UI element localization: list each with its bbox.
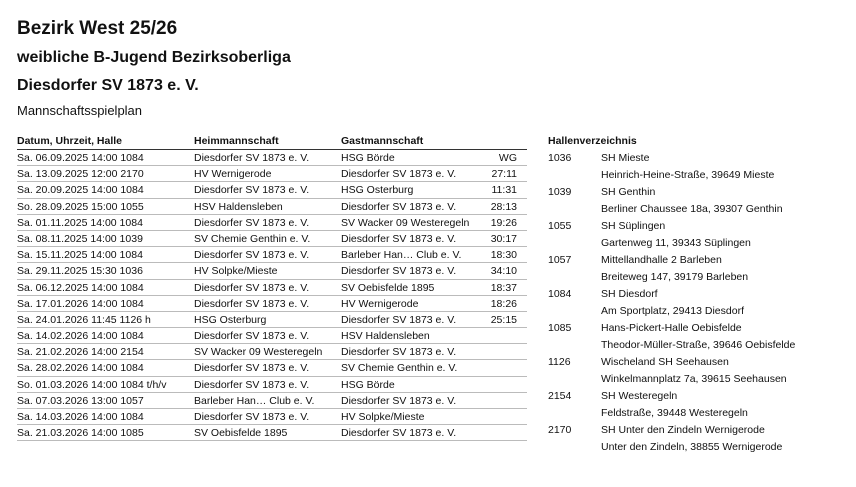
cell-date: Sa. 17.01.2026 14:00 1084: [17, 297, 144, 310]
schedule-rows: [17, 150, 527, 441]
cell-date: Sa. 28.02.2026 14:00 1084: [17, 362, 144, 375]
table-row: [17, 360, 527, 376]
cell-date: Sa. 14.02.2026 14:00 1084: [17, 330, 144, 343]
cell-date: Sa. 01.11.2025 14:00 1084: [17, 216, 143, 229]
hall-number: 2154: [548, 390, 572, 402]
column-header-guest: Gastmannschaft: [341, 135, 424, 147]
cell-home-team: Diesdorfer SV 1873 e. V.: [194, 378, 310, 391]
cell-home-team: SV Wacker 09 Westeregeln: [194, 346, 323, 359]
cell-result: 18:26: [490, 297, 517, 310]
table-row: [17, 199, 527, 215]
cell-guest-team: Diesdorfer SV 1873 e. V.: [341, 346, 457, 359]
hall-item: [548, 285, 818, 319]
schedule-header-row: [17, 133, 527, 150]
cell-home-team: Diesdorfer SV 1873 e. V.: [194, 249, 310, 262]
cell-guest-team: Barleber Han… Club e. V.: [341, 249, 462, 262]
team-title: Diesdorfer SV 1873 e. V.: [17, 77, 199, 94]
hall-number: 1084: [548, 288, 572, 300]
cell-guest-team: Diesdorfer SV 1873 e. V.: [341, 313, 457, 326]
hall-directory: [548, 133, 818, 455]
league-title: weibliche B-Jugend Bezirksoberliga: [17, 49, 291, 66]
cell-home-team: Diesdorfer SV 1873 e. V.: [194, 297, 310, 310]
hall-item: [548, 387, 818, 421]
cell-date: So. 01.03.2026 14:00 1084 t/h/v: [17, 378, 167, 391]
cell-home-team: HV Solpke/Mieste: [194, 265, 278, 278]
cell-home-team: SV Oebisfelde 1895: [194, 427, 288, 440]
hall-item: [548, 217, 818, 251]
hall-address: Heinrich-Heine-Straße, 39649 Mieste: [601, 169, 775, 181]
cell-result: 27:11: [491, 168, 517, 181]
cell-date: Sa. 06.09.2025 14:00 1084: [17, 152, 144, 164]
cell-date: Sa. 14.03.2026 14:00 1084: [17, 411, 144, 423]
hall-number: 1039: [548, 186, 572, 198]
cell-home-team: HSV Haldensleben: [194, 200, 283, 213]
hall-address: Feldstraße, 39448 Westeregeln: [601, 407, 748, 419]
hall-name: SH Westeregeln: [601, 390, 678, 402]
cell-guest-team: HSG Börde: [341, 152, 395, 164]
cell-date: Sa. 07.03.2026 13:00 1057: [17, 394, 144, 407]
cell-guest-team: SV Oebisfelde 1895: [341, 281, 435, 294]
hall-number: 1057: [548, 254, 572, 266]
hall-name: SH Süplingen: [601, 220, 666, 232]
hall-address: Berliner Chaussee 18a, 39307 Genthin: [601, 203, 783, 215]
document-type: Mannschaftsspielplan: [17, 103, 143, 118]
page-title: Bezirk West 25/26: [17, 18, 178, 39]
hall-item: [548, 319, 818, 353]
cell-date: Sa. 15.11.2025 14:00 1084: [17, 249, 143, 262]
hall-item: [548, 183, 818, 217]
table-row: [17, 215, 527, 231]
cell-date: Sa. 13.09.2025 12:00 2170: [17, 168, 144, 181]
cell-date: So. 28.09.2025 15:00 1055: [17, 200, 144, 213]
cell-home-team: Diesdorfer SV 1873 e. V.: [194, 411, 310, 423]
hall-name: SH Unter den Zindeln Wernigerode: [601, 424, 765, 436]
cell-result: 28:13: [490, 200, 517, 213]
hall-address: Theodor-Müller-Straße, 39646 Oebisfelde: [601, 339, 796, 351]
hall-address: Gartenweg 11, 39343 Süplingen: [601, 237, 751, 249]
schedule-table: [17, 133, 527, 441]
cell-home-team: Diesdorfer SV 1873 e. V.: [194, 281, 310, 294]
hall-list: [548, 149, 818, 455]
table-row: [17, 409, 527, 425]
cell-result: 34:10: [490, 265, 517, 278]
hall-address: Unter den Zindeln, 38855 Wernigerode: [601, 441, 783, 453]
hall-item: [548, 251, 818, 285]
cell-result: 19:26: [490, 216, 517, 229]
cell-guest-team: Diesdorfer SV 1873 e. V.: [341, 394, 457, 407]
hall-name: Hans-Pickert-Halle Oebisfelde: [601, 322, 742, 334]
hall-item: [548, 149, 818, 183]
table-row: [17, 312, 527, 328]
cell-result: 25:15: [490, 313, 517, 326]
cell-result: WG: [498, 152, 517, 164]
hall-address: Breiteweg 147, 39179 Barleben: [601, 271, 749, 283]
cell-guest-team: HSG Börde: [341, 378, 395, 391]
cell-guest-team: HV Wernigerode: [341, 297, 419, 310]
hall-directory-title: Hallenverzeichnis: [548, 135, 637, 147]
cell-date: Sa. 20.09.2025 14:00 1084: [17, 184, 144, 197]
table-row: [17, 344, 527, 360]
hall-number: 1126: [548, 356, 571, 368]
cell-guest-team: SV Chemie Genthin e. V.: [341, 362, 458, 375]
hall-number: 1055: [548, 220, 572, 232]
hall-name: Wischeland SH Seehausen: [601, 356, 729, 368]
cell-date: Sa. 08.11.2025 14:00 1039: [17, 232, 143, 245]
cell-guest-team: HV Solpke/Mieste: [341, 411, 425, 423]
cell-home-team: HSG Osterburg: [194, 313, 267, 326]
cell-guest-team: Diesdorfer SV 1873 e. V.: [341, 427, 457, 440]
cell-date: Sa. 21.03.2026 14:00 1085: [17, 427, 144, 440]
table-row: [17, 425, 527, 441]
cell-home-team: Diesdorfer SV 1873 e. V.: [194, 362, 310, 375]
cell-home-team: HV Wernigerode: [194, 168, 272, 181]
table-row: [17, 182, 527, 198]
cell-guest-team: SV Wacker 09 Westeregeln: [341, 216, 470, 229]
cell-home-team: Diesdorfer SV 1873 e. V.: [194, 152, 310, 164]
cell-home-team: Barleber Han… Club e. V.: [194, 394, 315, 407]
table-row: [17, 150, 527, 166]
hall-name: SH Genthin: [601, 186, 656, 198]
hall-address: Winkelmannplatz 7a, 39615 Seehausen: [601, 373, 787, 385]
table-row: [17, 280, 527, 296]
table-row: [17, 166, 527, 182]
cell-guest-team: Diesdorfer SV 1873 e. V.: [341, 168, 457, 181]
cell-date: Sa. 24.01.2026 11:45 1126 h: [17, 313, 151, 326]
table-row: [17, 377, 527, 393]
table-row: [17, 231, 527, 247]
cell-home-team: Diesdorfer SV 1873 e. V.: [194, 330, 310, 343]
hall-name: SH Diesdorf: [601, 288, 658, 300]
hall-item: [548, 353, 818, 387]
cell-guest-team: Diesdorfer SV 1873 e. V.: [341, 265, 457, 278]
cell-home-team: Diesdorfer SV 1873 e. V.: [194, 216, 310, 229]
hall-item: [548, 421, 818, 455]
table-row: [17, 263, 527, 279]
cell-result: 18:30: [490, 249, 517, 262]
table-row: [17, 393, 527, 409]
column-header-home: Heimmannschaft: [194, 135, 279, 147]
cell-result: 18:37: [490, 281, 517, 294]
hall-address: Am Sportplatz, 29413 Diesdorf: [601, 305, 744, 317]
hall-number: 1036: [548, 152, 572, 164]
cell-guest-team: HSG Osterburg: [341, 184, 414, 197]
cell-date: Sa. 21.02.2026 14:00 2154: [17, 346, 144, 359]
cell-guest-team: HSV Haldensleben: [341, 330, 430, 343]
cell-guest-team: Diesdorfer SV 1873 e. V.: [341, 232, 457, 245]
hall-number: 2170: [548, 424, 572, 436]
table-row: [17, 247, 527, 263]
cell-date: Sa. 29.11.2025 15:30 1036: [17, 265, 143, 278]
cell-home-team: Diesdorfer SV 1873 e. V.: [194, 184, 310, 197]
table-row: [17, 296, 527, 312]
cell-guest-team: Diesdorfer SV 1873 e. V.: [341, 200, 457, 213]
cell-result: 11:31: [491, 184, 517, 197]
hall-number: 1085: [548, 322, 572, 334]
hall-name: Mittellandhalle 2 Barleben: [601, 254, 722, 266]
cell-result: 30:17: [490, 232, 517, 245]
column-header-date: Datum, Uhrzeit, Halle: [17, 135, 123, 147]
cell-date: Sa. 06.12.2025 14:00 1084: [17, 281, 144, 294]
hall-name: SH Mieste: [601, 152, 650, 164]
cell-home-team: SV Chemie Genthin e. V.: [194, 232, 311, 245]
table-row: [17, 328, 527, 344]
